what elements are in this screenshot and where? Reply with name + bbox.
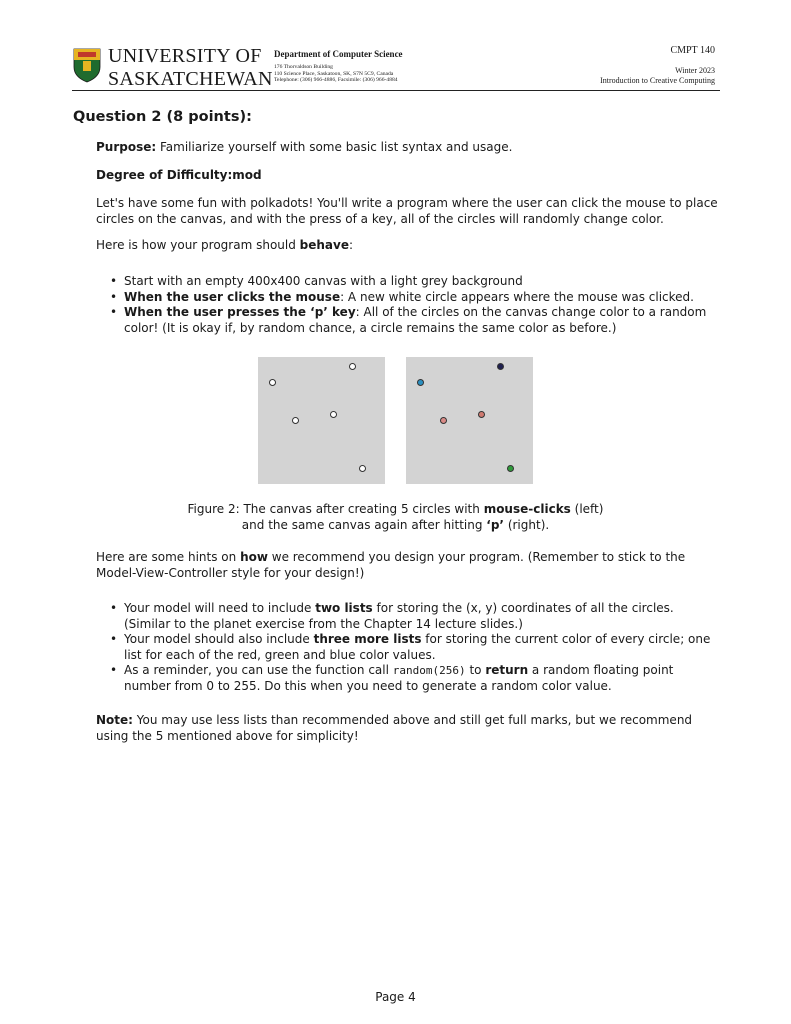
hint1-bold: two lists	[315, 601, 373, 615]
caption-line2-prefix: and the same canvas again after hitting	[241, 517, 487, 532]
page-number: Page 4	[375, 990, 416, 1004]
hint-item-coordinates	[110, 601, 722, 632]
colored-circle	[440, 417, 447, 424]
address-line1: 176 Thorvaldson Building	[274, 64, 333, 71]
hint3-bold: return	[485, 663, 529, 677]
hint2-bold: three more lists	[313, 632, 422, 646]
caption-line1-prefix: Figure 2: The canvas after creating 5 circles with	[187, 502, 484, 516]
hints-list	[110, 601, 722, 694]
behave-bold: behave	[299, 238, 349, 252]
canvas-before	[258, 357, 385, 484]
white-circle	[349, 363, 356, 370]
university-name-line1: UNIVERSITY OF	[108, 45, 262, 67]
behavior-item-key-bold: When the user presses the ‘p’ key	[124, 305, 356, 319]
note-paragraph	[96, 713, 724, 744]
university-name-line2: SASKATCHEWAN	[108, 68, 273, 90]
white-circle	[330, 411, 337, 418]
caption-line1-bold: mouse-clicks	[483, 502, 571, 516]
behavior-item-click-text: : A new white circle appears where the mouse was clicked.	[340, 289, 694, 304]
department-block	[274, 49, 403, 84]
department-name: Department of Computer Science	[274, 49, 403, 59]
hint3-suffix: a random floating point number from 0 to 255. Do this when you need to generate a random color value.	[124, 663, 674, 693]
colored-circle	[497, 363, 504, 370]
hints-intro-suffix: we recommend you design your program. (Remember to stick to the Model-View-Controller style for your design!)	[96, 550, 686, 580]
hints-intro-bold: how	[240, 550, 268, 564]
address-line3: Telephone: (306) 966-4886, Facsimile: (306) 966-4884	[274, 77, 398, 84]
hints-intro	[96, 550, 724, 581]
university-crest-icon	[72, 47, 102, 83]
behave-suffix: :	[349, 238, 354, 252]
hint3-code: random(256)	[392, 664, 466, 677]
hint-item-random	[110, 663, 722, 694]
colored-circle	[417, 379, 424, 386]
behavior-item-start	[110, 274, 722, 290]
hint-item-colors	[110, 632, 722, 663]
university-name	[108, 46, 273, 89]
canvas-after	[406, 357, 533, 484]
white-circle	[359, 465, 366, 472]
colored-circle	[507, 465, 514, 472]
caption-line1-suffix: (left)	[570, 502, 604, 516]
hint2-suffix: for storing the current color of every circle; one list for each of the red, green and blue color values.	[124, 632, 711, 662]
hints-intro-prefix: Here are some hints on	[96, 550, 241, 564]
white-circle	[269, 379, 276, 386]
hint3-mid: to	[465, 663, 486, 677]
purpose-label: Purpose:	[96, 140, 157, 154]
hint2-prefix: Your model should also include	[124, 632, 314, 646]
white-circle	[292, 417, 299, 424]
difficulty-label: Degree of Difficulty:mod	[96, 168, 262, 182]
course-code: CMPT 140	[670, 45, 715, 56]
course-block	[600, 45, 715, 86]
behavior-list	[110, 274, 722, 336]
caption-line2-suffix: (right).	[504, 517, 550, 532]
hint1-prefix: Your model will need to include	[124, 601, 316, 615]
note-text: You may use less lists than recommended above and still get full marks, but we recommend using the 5 mentioned above for simplicity!	[96, 713, 693, 743]
behave-prefix: Here is how your program should	[96, 238, 300, 252]
address-line2: 110 Science Place, Saskatoon, SK, S7N 5C9, Canada	[274, 70, 394, 77]
behavior-item-start-text: Start with an empty 400x400 canvas with a light grey background	[124, 274, 523, 288]
caption-line2	[0, 518, 791, 534]
purpose-paragraph	[96, 140, 721, 156]
purpose-text: Familiarize yourself with some basic list syntax and usage.	[156, 140, 513, 154]
caption-line1	[0, 502, 791, 518]
behavior-item-key-text: : All of the circles on the canvas change color to a random color! (It is okay if, by random chance, a circle remains the same color as before.)	[124, 305, 707, 335]
colored-circle	[478, 411, 485, 418]
behavior-item-click-bold: When the user clicks the mouse	[124, 289, 341, 304]
behavior-item-key	[110, 305, 722, 336]
figure-caption	[0, 502, 791, 533]
hint1-suffix: for storing the (x, y) coordinates of all the circles. (Similar to the planet exercise from the Chapter 14 lecture slides.)	[124, 601, 674, 631]
caption-line2-bold: ‘p’	[486, 517, 504, 532]
behavior-item-click	[110, 290, 722, 306]
header-divider	[72, 90, 720, 91]
note-label: Note:	[96, 713, 133, 727]
course-term: Winter 2023	[675, 66, 715, 75]
question-title: Question 2 (8 points):	[73, 109, 252, 125]
behave-paragraph	[96, 238, 353, 254]
course-title: Introduction to Creative Computing	[600, 76, 715, 85]
hint3-prefix: As a reminder, you can use the function call	[124, 663, 393, 677]
intro-paragraph: Let's have some fun with polkadots! You'll write a program where the user can click the mouse to place circles on the canvas, and with the press of a key, all of the circles will randomly change color.	[96, 196, 718, 226]
